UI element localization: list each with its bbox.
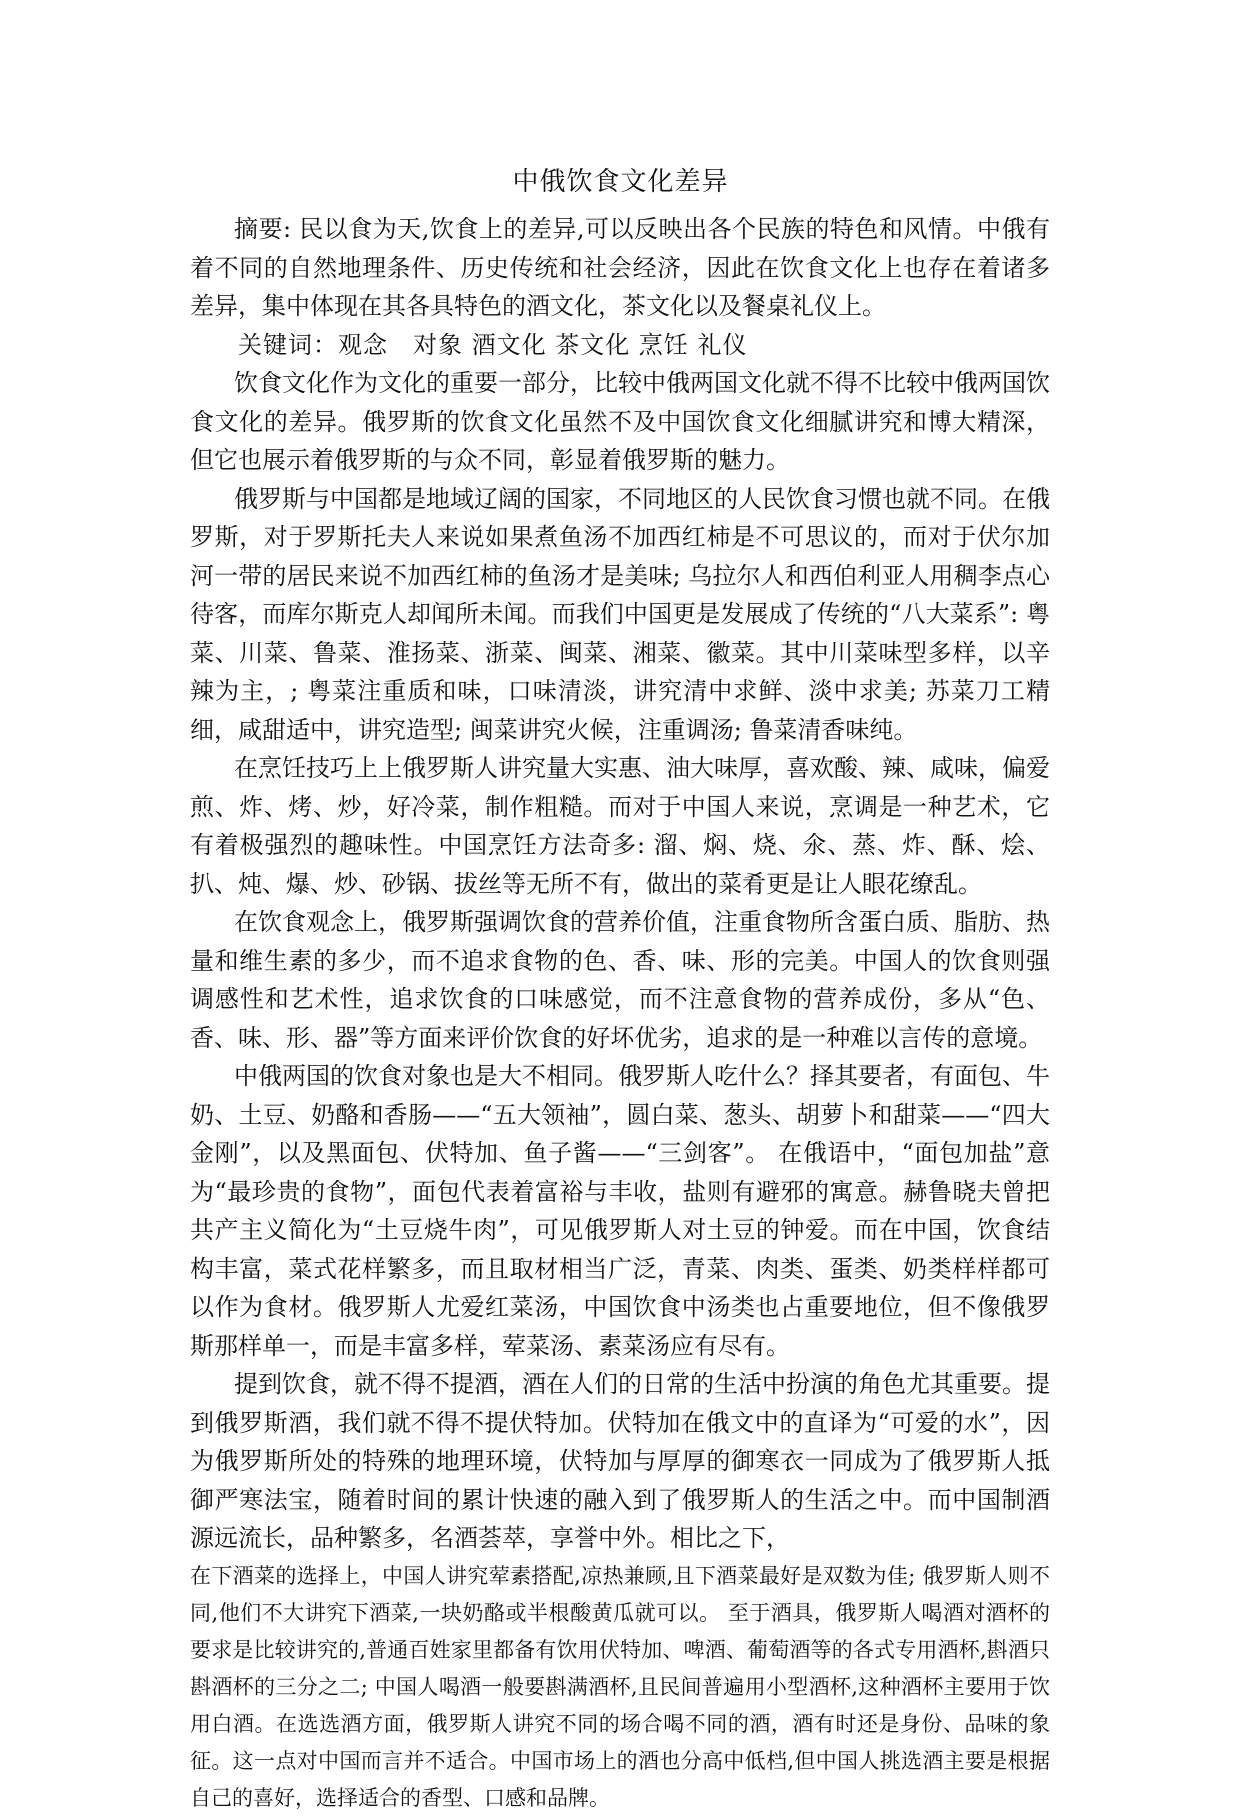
body-paragraph: 中俄两国的饮食对象也是大不相同。俄罗斯人吃什么？择其要者，有面包、牛奶、土豆、奶酪和香肠——“五大领袖”，圆白菜、葱头、胡萝卜和甜菜——“四大金刚”，以及黑面包、伏特加、鱼子酱——“三剑客”。 在俄语中，“面包加盐”意为“最珍贵的食物”，面包代表着富裕与丰收，盐则有避邪的寓意。赫鲁晓夫曾把共产主义简化为“土豆烧牛肉”，可见俄罗斯人对土豆的钟爱。而在中国，饮食结构丰富，菜式花样繁多，而且取材相当广泛，青菜、肉类、蛋类、奶类样样都可以作为食材。俄罗斯人尤爱红菜汤，中国饮食中汤类也占重要地位，但不像俄罗斯那样单一，而是丰富多样，荤菜汤、素菜汤应有尽有。 xyxy=(190,1062,1050,1360)
document-title: 中俄饮食文化差异 xyxy=(512,167,729,197)
body-paragraph: 提到饮食，就不得不提酒，酒在人们的日常的生活中扮演的角色尤其重要。提到俄罗斯酒，我们就不得不提伏特加。伏特加在俄文中的直译为“可爱的水”，因为俄罗斯所处的特殊的地理环境，伏特加与厚厚的御寒衣一同成为了俄罗斯人抵御严寒法宝，随着时间的累计快速的融入到了俄罗斯人的生活之中。而中国制酒源远流长，品种繁多，名酒荟萃，享誉中外。相比之下， xyxy=(190,1370,1050,1552)
keywords-line: 关键词：观念 对象 酒文化 茶文化 烹饪 礼仪 xyxy=(238,330,748,359)
body-paragraph: 在饮食观念上，俄罗斯强调饮食的营养价值，注重食物所含蛋白质、脂肪、热量和维生素的多少，而不追求食物的色、香、味、形的完美。中国人的饮食则强调感性和艺术性，追求饮食的口味感觉，而不注意食物的营养成份，多从“色、香、味、形、器”等方面来评价饮食的好坏优劣，追求的是一种难以言传的意境。 xyxy=(190,908,1050,1052)
body-paragraph-small: 在下酒菜的选择上，中国人讲究荤素搭配,凉热兼顾,且下酒菜最好是双数为佳; 俄罗斯人则不同,他们不大讲究下酒菜,一块奶酪或半根酸黄瓜就可以。 至于酒具，俄罗斯人喝酒对酒杯的要求是比较讲究的,普通百姓家里都备有饮用伏特加、啤酒、葡萄酒等的各式专用酒杯,斟酒只斟酒杯的三分之二; 中国人喝酒一般要斟满酒杯,且民间普遍用小型酒杯,这种酒杯主要用于饮用白酒。在选选酒方面，俄罗斯人讲究不同的场合喝不同的酒，酒有时还是身份、品味的象征。这一点对中国而言并不适合。中国市场上的酒也分高中低档,但中国人挑选酒主要是根据自己的喜好，选择适合的香型、口感和品牌。 xyxy=(190,1563,1050,1810)
document-body xyxy=(190,210,1050,1817)
abstract-paragraph: 摘要: 民以食为天,饮食上的差异,可以反映出各个民族的特色和风情。中俄有着不同的自然地理条件、历史传统和社会经济，因此在饮食文化上也存在着诸多差异，集中体现在其各具特色的酒文化，茶文化以及餐桌礼仪上。 xyxy=(190,215,1050,320)
body-paragraph: 饮食文化作为文化的重要一部分，比较中俄两国文化就不得不比较中俄两国饮食文化的差异。俄罗斯的饮食文化虽然不及中国饮食文化细腻讲究和博大精深，但它也展示着俄罗斯的与众不同，彰显着俄罗斯的魅力。 xyxy=(190,369,1050,474)
body-paragraph: 俄罗斯与中国都是地域辽阔的国家，不同地区的人民饮食习惯也就不同。在俄罗斯，对于罗斯托夫人来说如果煮鱼汤不加西红柿是不可思议的，而对于伏尔加河一带的居民来说不加西红柿的鱼汤才是美味; 乌拉尔人和西伯利亚人用稠李点心待客，而库尔斯克人却闻所未闻。而我们中国更是发展成了传统的“八大菜系”: 粤菜、川菜、鲁菜、淮扬菜、浙菜、闽菜、湘菜、徽菜。其中川菜味型多样，以辛辣为主，; 粤菜注重质和味，口味清淡，讲究清中求鲜、淡中求美; 苏菜刀工精细，咸甜适中，讲究造型; 闽菜讲究火候，注重调汤; 鲁菜清香味纯。 xyxy=(190,484,1050,744)
body-paragraph: 在烹饪技巧上上俄罗斯人讲究量大实惠、油大味厚，喜欢酸、辣、咸味，偏爱煎、炸、烤、炒，好冷菜，制作粗糙。而对于中国人来说，烹调是一种艺术，它有着极强烈的趣味性。中国烹饪方法奇多: 溜、焖、烧、氽、蒸、炸、酥、烩、扒、炖、爆、炒、砂锅、拔丝等无所不有，做出的菜肴更是让人眼花缭乱。 xyxy=(190,754,1050,898)
